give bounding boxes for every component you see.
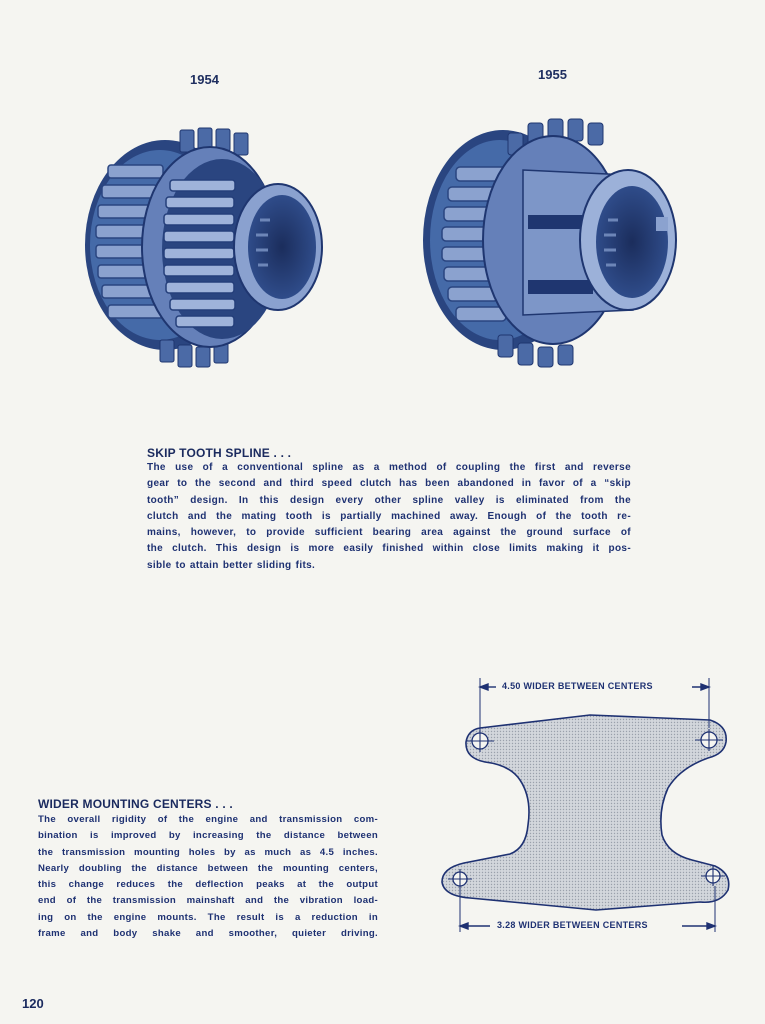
body-line: end of the transmission mainshaft and the vibration load-	[38, 895, 378, 907]
dimension-label-bottom: 3.28 WIDER BETWEEN CENTERS	[494, 920, 651, 930]
dimension-label-top: 4.50 WIDER BETWEEN CENTERS	[499, 681, 656, 691]
year-label-1955: 1955	[538, 67, 567, 82]
gear-1954-photo	[80, 125, 325, 370]
body-line: the transmission mounting holes by as much as 4.5 inches.	[38, 846, 378, 858]
page-number: 120	[22, 996, 44, 1011]
body-line: gear to the second and third speed clutch has been abandoned in favor of a “skip	[147, 478, 631, 490]
section-heading-wider-mounting-centers: WIDER MOUNTING CENTERS . . .	[38, 797, 233, 811]
body-line: sible to attain better sliding fits.	[147, 559, 316, 571]
body-line: bination is improved by increasing the distance between	[38, 830, 378, 842]
body-line: The use of a conventional spline as a method of coupling the first and reverse	[147, 462, 631, 473]
section-body-wider-mounting-centers	[38, 812, 378, 942]
body-line: mains, however, to provide sufficient bearing area against the ground surface of	[147, 527, 631, 539]
section-heading-skip-tooth-spline: SKIP TOOTH SPLINE . . .	[147, 446, 292, 460]
body-line: clutch and the mating tooth is partially machined away. Enough of the tooth re-	[147, 510, 631, 522]
body-line: Nearly doubling the distance between the mounting centers,	[38, 862, 378, 874]
section-body-skip-tooth-spline	[147, 460, 631, 574]
gear-1955-photo	[418, 115, 683, 373]
body-line: tooth” design. In this design every other spline valley is eliminated from the	[147, 494, 631, 506]
body-line: this change reduces the deflection peaks at the output	[38, 879, 378, 891]
body-line: frame and body shake and smoother, quieter driving.	[38, 928, 378, 940]
body-line: ing on the engine mounts. The result is a reduction in	[38, 911, 378, 923]
year-label-1954: 1954	[190, 72, 219, 87]
body-line: the clutch. This design is more easily finished within close limits making it pos-	[147, 543, 631, 555]
body-line: The overall rigidity of the engine and transmission com-	[38, 814, 378, 825]
mounting-plate-diagram	[430, 670, 750, 940]
